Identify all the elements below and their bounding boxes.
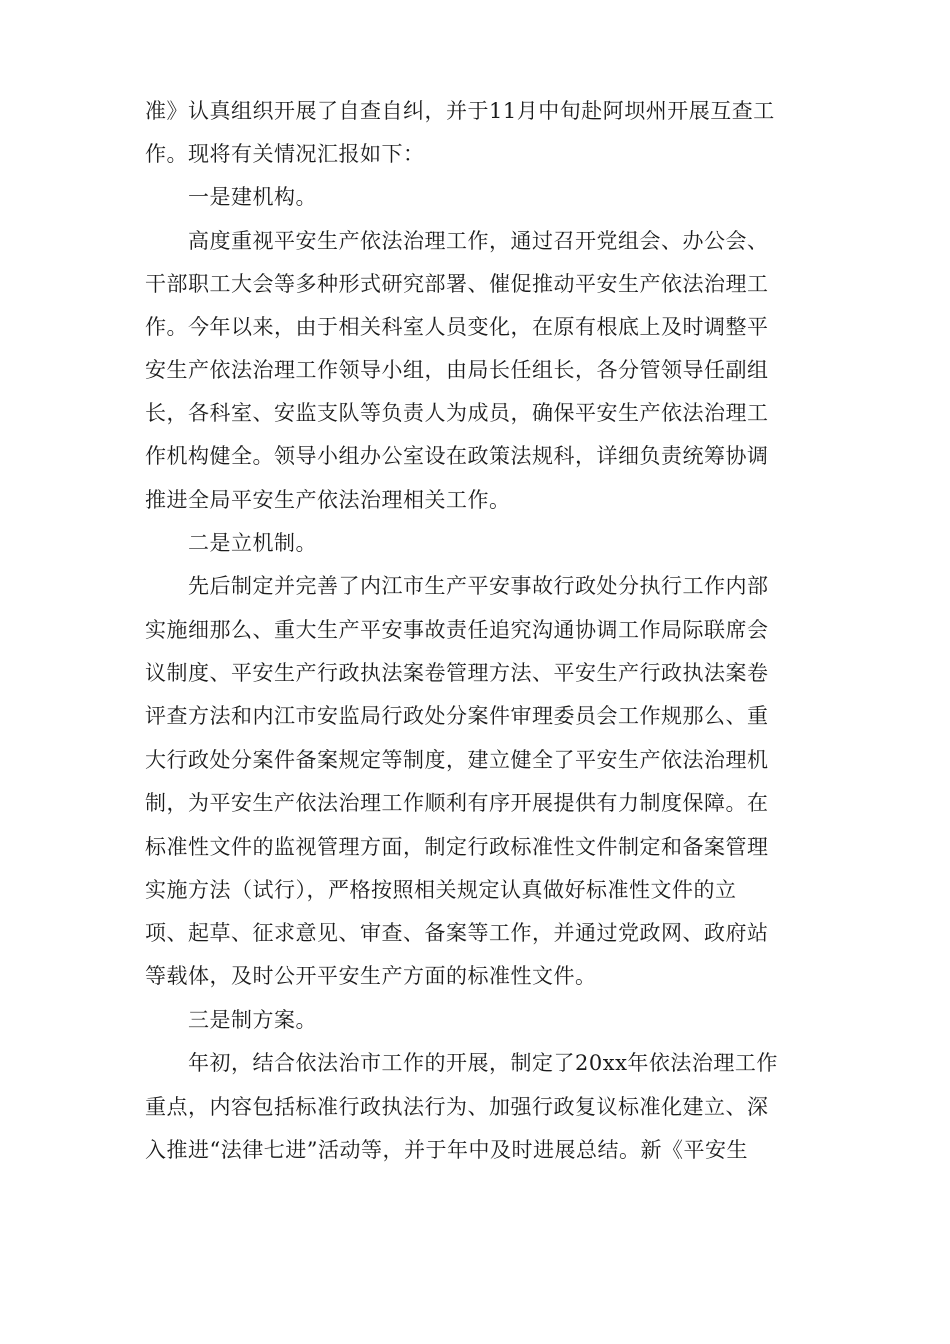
text-line: 重点，内容包括标准行政执法行为、加强行政复议标准化建立、深	[145, 1095, 769, 1119]
text-line: 作。今年以来，由于相关科室人员变化，在原有根底上及时调整平	[145, 315, 769, 339]
text-line: 准》认真组织开展了自查自纠，并于11月中旬赴阿坝州开展互查工	[145, 99, 775, 123]
text-line: 实施方法（试行），严格按照相关规定认真做好标准性文件的立	[145, 878, 737, 902]
text-line: 等载体，及时公开平安生产方面的标准性文件。	[145, 964, 597, 988]
text-line: 入推进“法律七进”活动等，并于年中及时进展总结。新《平安生	[145, 1138, 748, 1162]
text-line: 长，各科室、安监支队等负责人为成员，确保平安生产依法治理工	[145, 401, 769, 425]
text-line: 年初，结合依法治市工作的开展，制定了20xx年依法治理工作	[188, 1051, 778, 1075]
text-line: 作机构健全。领导小组办公室设在政策法规科，详细负责统筹协调	[145, 444, 769, 468]
section-heading: 二是立机制。	[188, 531, 317, 555]
text-line: 评查方法和内江市安监局行政处分案件审理委员会工作规那么、重	[145, 704, 769, 728]
text-line: 高度重视平安生产依法治理工作，通过召开党组会、办公会、	[188, 229, 769, 253]
text-line: 实施细那么、重大生产平安事故责任追究沟通协调工作局际联席会	[145, 618, 769, 642]
text-line: 安生产依法治理工作领导小组，由局长任组长，各分管领导任副组	[145, 358, 769, 382]
section-heading: 三是制方案。	[188, 1008, 317, 1032]
text-line: 项、起草、征求意见、审查、备案等工作，并通过党政网、政府站	[145, 921, 769, 945]
text-line: 大行政处分案件备案规定等制度，建立健全了平安生产依法治理机	[145, 748, 769, 772]
text-line: 标准性文件的监视管理方面，制定行政标准性文件制定和备案管理	[145, 835, 769, 859]
text-line: 作。现将有关情况汇报如下：	[145, 142, 425, 166]
text-line: 干部职工大会等多种形式研究部署、催促推动平安生产依法治理工	[145, 272, 769, 296]
text-line: 推进全局平安生产依法治理相关工作。	[145, 488, 511, 512]
text-line: 制，为平安生产依法治理工作顺利有序开展提供有力制度保障。在	[145, 791, 769, 815]
section-heading: 一是建机构。	[188, 185, 317, 209]
text-line: 先后制定并完善了内江市生产平安事故行政处分执行工作内部	[188, 574, 769, 598]
text-line: 议制度、平安生产行政执法案卷管理方法、平安生产行政执法案卷	[145, 661, 769, 685]
